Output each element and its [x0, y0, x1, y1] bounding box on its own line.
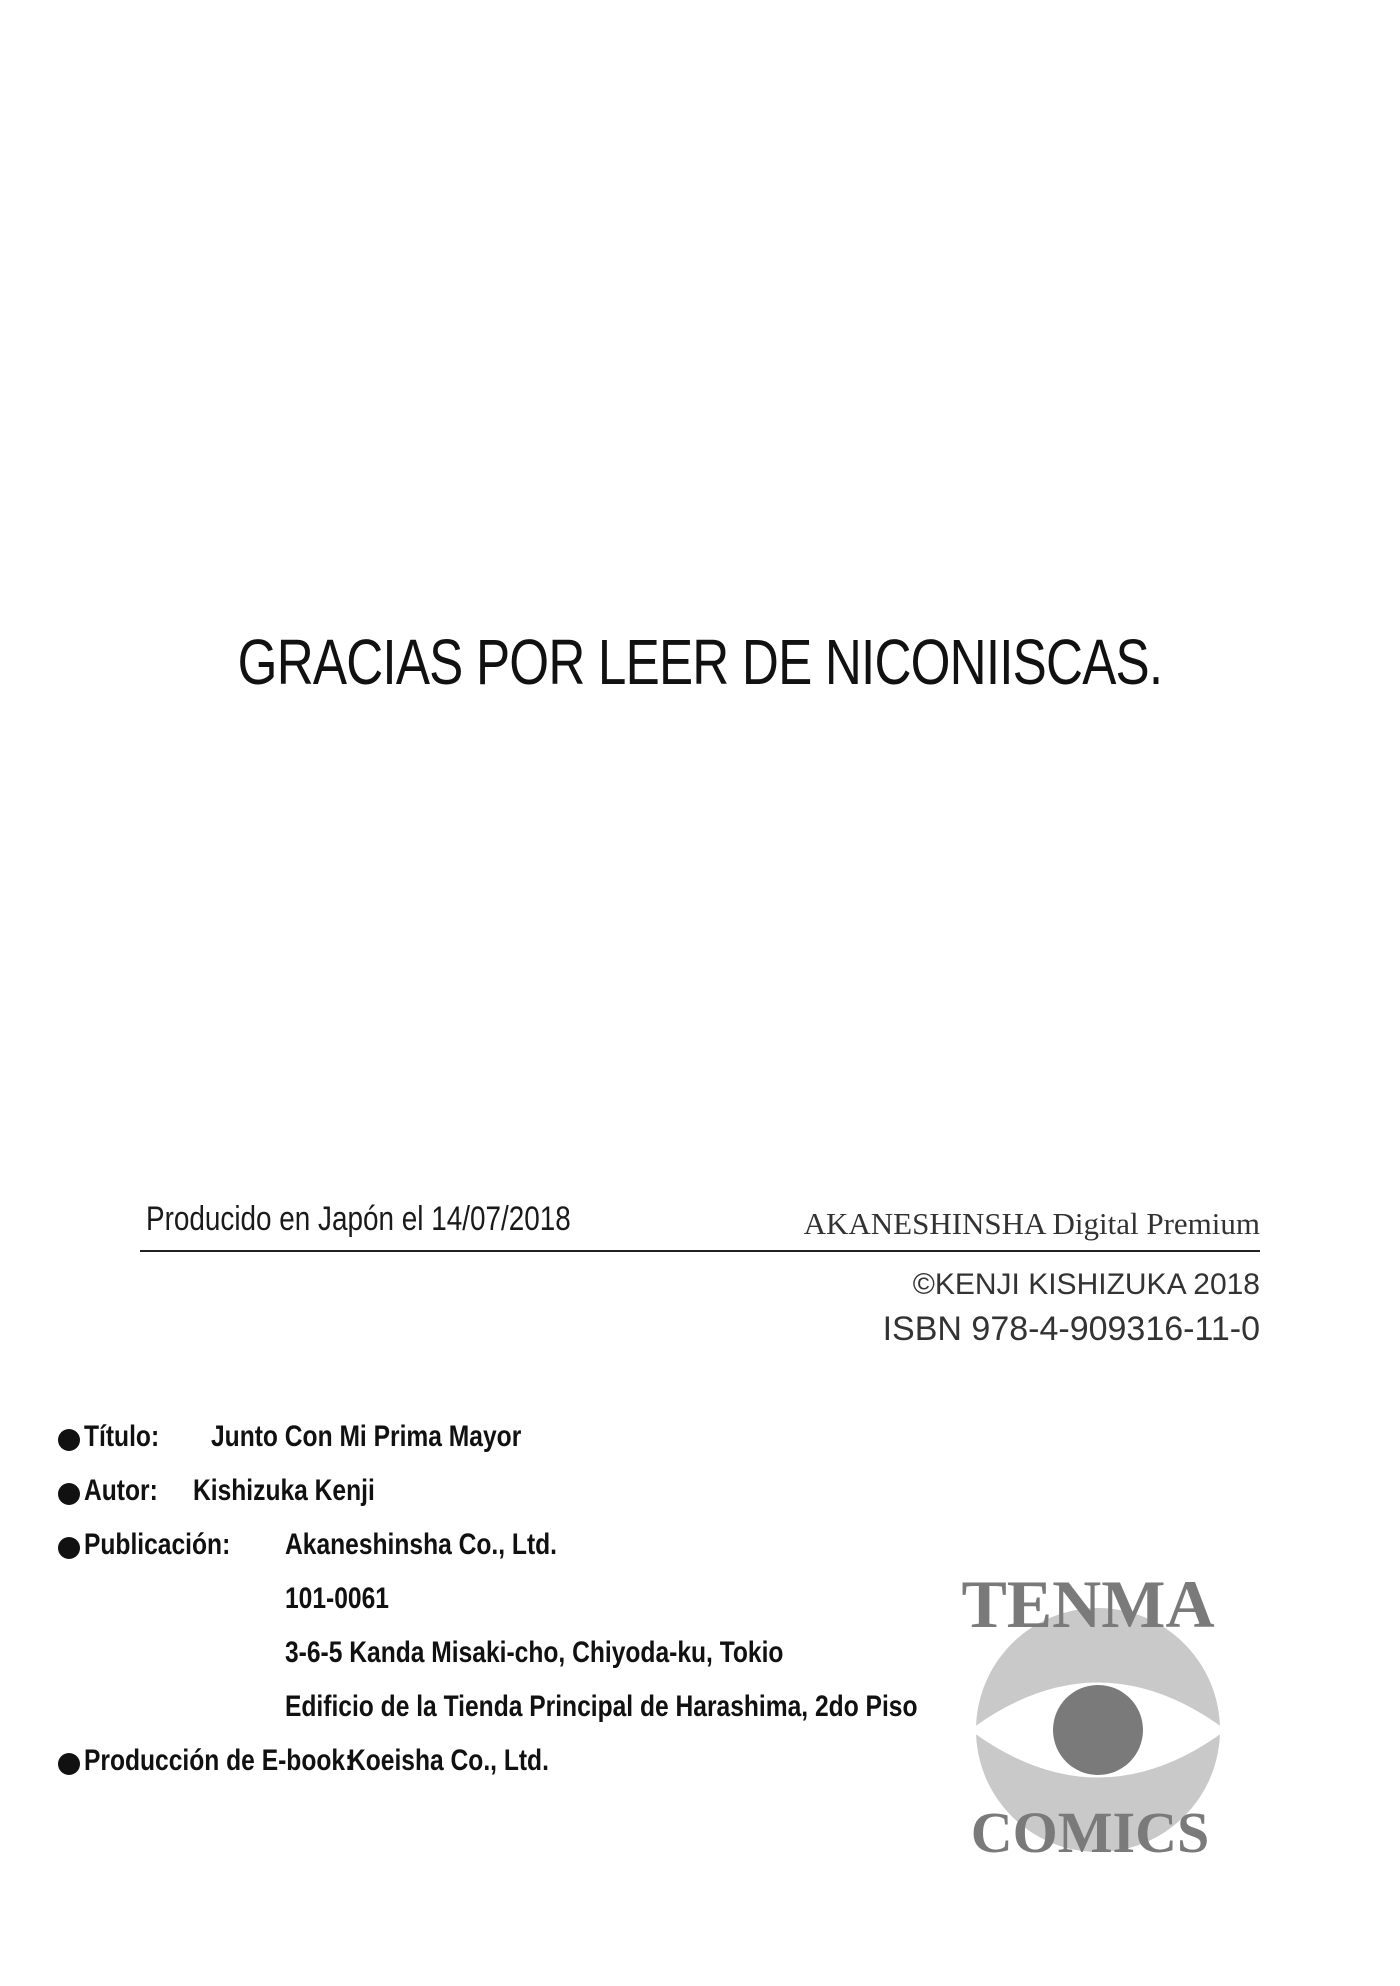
publication-label: Publicación: [84, 1528, 231, 1561]
publication-line: Akaneshinsha Co., Ltd. [285, 1528, 558, 1561]
bullet-icon [58, 1429, 80, 1451]
title-label: Título: [84, 1420, 160, 1453]
bullet-icon [58, 1537, 80, 1559]
isbn-line: ISBN 978-4-909316-11-0 [882, 1310, 1260, 1348]
logo-top-text: TENMA [961, 1566, 1215, 1642]
logo-graphic [930, 1565, 1250, 1865]
author-label: Autor: [84, 1474, 158, 1507]
author-value: Kishizuka Kenji [193, 1474, 375, 1507]
copyright-line: ©KENJI KISHIZUKA 2018 [912, 1268, 1260, 1301]
ebook-value: Koeisha Co., Ltd. [348, 1744, 549, 1777]
publication-line: 3-6-5 Kanda Misaki-cho, Chiyoda-ku, Tokio [285, 1636, 784, 1669]
logo-bottom-text: COMICS [970, 1800, 1210, 1865]
title-value: Junto Con Mi Prima Mayor [211, 1420, 522, 1453]
ebook-label: Producción de E-book: [84, 1744, 354, 1777]
production-date: Producido en Japón el 14/07/2018 [146, 1200, 571, 1238]
divider-rule [140, 1250, 1260, 1252]
pupil-icon [1053, 1685, 1143, 1775]
publication-line: 101-0061 [285, 1582, 389, 1615]
bullet-icon [58, 1483, 80, 1505]
tenma-comics-logo [930, 1565, 1250, 1865]
publication-line: Edificio de la Tienda Principal de Harashima, 2do Piso [285, 1690, 918, 1723]
thanks-message: GRACIAS POR LEER DE NICONIISCAS. [237, 626, 1163, 698]
imprint-name: AKANESHINSHA Digital Premium [803, 1206, 1260, 1241]
bullet-icon [58, 1753, 80, 1775]
